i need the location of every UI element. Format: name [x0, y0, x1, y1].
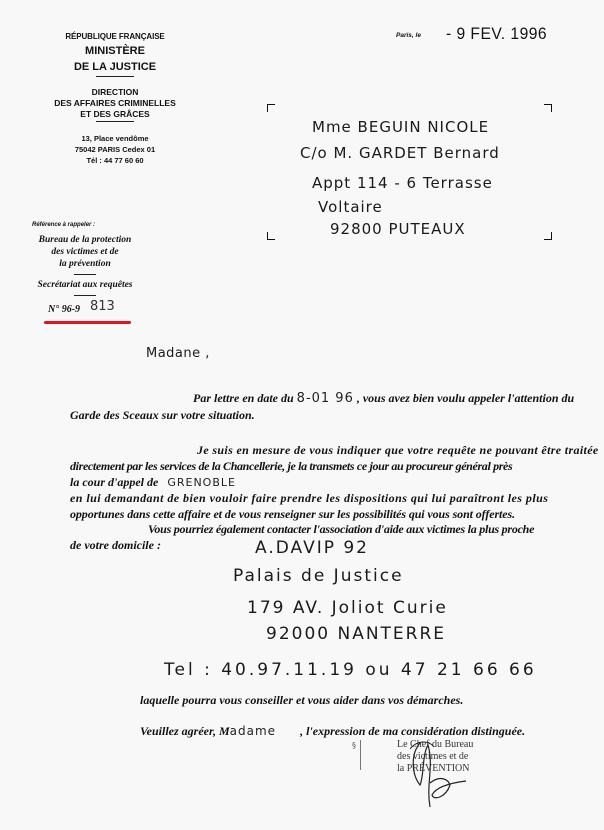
recipient-line-2: C/o M. GARDET Bernard: [300, 144, 500, 162]
date-label: Paris, le: [396, 32, 421, 39]
salutation: Madane ,: [146, 346, 210, 361]
reference-label: Référence à rappeler :: [32, 222, 96, 228]
paragraph-2-line-5: opportunes dans cette affaire et de vous renseigner sur les possibilités qui vous sont offertes.: [70, 507, 515, 521]
address-line-2: 75042 PARIS Cedex 01: [74, 145, 156, 154]
p2-handwritten-court: GRENOBLE: [167, 476, 236, 489]
association-phone: Tel : 40.97.11.19 ou 47 21 66 66: [164, 660, 537, 680]
paragraph-3-line-1: Vous pourriez également contacter l'association d'aide aux victimes la plus proche: [148, 522, 535, 536]
association-line-4: 92000 NANTERRE: [266, 624, 447, 644]
closing-handwritten: adame: [229, 724, 277, 738]
association-line-2: Palais de Justice: [233, 566, 404, 586]
office-line-1: Bureau de la protection: [38, 235, 132, 245]
date-stamp: - 9 FEV. 1996: [446, 24, 548, 43]
paragraph-3-line-2: de votre domicile :: [70, 538, 161, 552]
paragraph-2-line-1: Je suis en mesure de vous indiquer que votre requête ne pouvant être traitée: [197, 443, 599, 457]
closing-text-after: , l'expression de ma considération distinguée.: [300, 724, 526, 738]
ministry-line-1: MINISTÈRE: [85, 45, 145, 57]
p2-text-before: la cour d'appel de: [70, 475, 159, 489]
recipient-line-3: Appt 114 - 6 Terrasse: [312, 174, 493, 192]
signature-line-1: Le Chef du Bureau: [397, 739, 474, 750]
letterhead: [30, 30, 200, 166]
direction-line-2: DES AFFAIRES CRIMINELLES: [54, 98, 176, 108]
address-corner-bottom-left: [267, 232, 275, 240]
recipient-line-1: Mme BEGUIN NICOLE: [312, 118, 490, 136]
office-line-2: des victimes et de: [51, 247, 119, 257]
ministry-address: [30, 133, 200, 166]
address-corner-bottom-right: [544, 232, 552, 240]
paragraph-2-line-3: [70, 474, 236, 491]
reference-number: N° 96-9: [48, 304, 81, 315]
association-line-1: A.DAVIP 92: [255, 538, 369, 558]
handwritten-signature: [390, 735, 480, 810]
address-corner-top-left: [267, 104, 275, 112]
ministry-line-2: DE LA JUSTICE: [73, 61, 157, 73]
secretariat-label: Secrétariat aux requêtes: [37, 280, 133, 290]
paragraph-1-line-1: [193, 390, 574, 407]
recipient-line-4: Voltaire: [318, 198, 383, 216]
reference-block: [30, 234, 140, 300]
address-line-1: 13, Place vendôme: [81, 134, 149, 143]
direction-block: [30, 87, 200, 122]
p1-text-after: , vous avez bien voulu appeler l'attention du: [356, 391, 575, 405]
initial-mark: §: [352, 741, 356, 750]
paragraph-2-line-4: en lui demandant de bien vouloir faire prendre les dispositions qui lui paraîtront les plus: [70, 491, 549, 505]
red-underline: [44, 321, 131, 324]
p1-text-before: Par lettre en date du: [193, 391, 294, 405]
paragraph-4: laquelle pourra vous conseiller et vous aider dans vos démarches.: [140, 693, 464, 707]
direction-line-3: ET DES GRÂCES: [80, 109, 150, 119]
initial-mark-line: [360, 740, 361, 770]
letterhead-divider: [96, 76, 134, 77]
signature-line-2: des victimes et de: [397, 751, 469, 762]
recipient-line-5: 92800 PUTEAUX: [330, 220, 466, 238]
p1-handwritten-date: 8-01 96: [296, 391, 354, 406]
association-line-3: 179 AV. Joliot Curie: [247, 598, 448, 618]
direction-line-1: DIRECTION: [91, 87, 139, 97]
reference-divider-2: [74, 295, 96, 296]
reference-number-handwritten: 813: [90, 299, 115, 314]
paragraph-2-line-2: directement par les services de la Chancellerie, je la transmets ce jour au procureur général près: [70, 459, 513, 473]
ministry-phone: Tél : 44 77 60 60: [86, 156, 144, 165]
office-line-3: la prévention: [59, 259, 111, 269]
reference-divider: [74, 274, 96, 275]
republic-label: RÉPUBLIQUE FRANÇAISE: [65, 32, 165, 41]
closing-text-before: Veuillez agréer, M: [140, 724, 230, 738]
direction-divider: [96, 121, 134, 122]
signature-line-3: la PRÉVENTION: [397, 763, 470, 774]
address-corner-top-right: [544, 104, 552, 112]
paragraph-1-line-2: Garde des Sceaux sur votre situation.: [70, 408, 255, 422]
